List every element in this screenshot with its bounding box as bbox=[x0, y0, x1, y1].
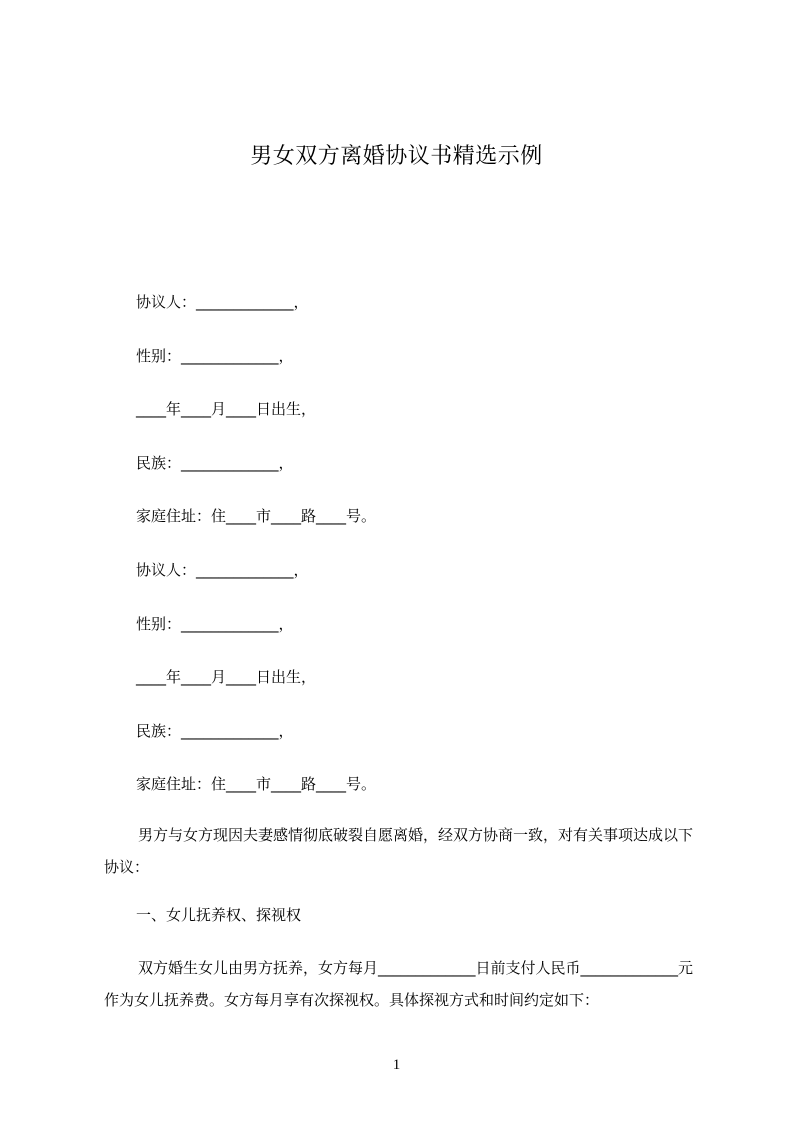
intro-paragraph: 男方与女方现因夫妻感情彻底破裂自愿离婚，经双方协商一致，对有关事项达成以下协议： bbox=[104, 826, 694, 876]
party1-address-line: 家庭住址：住____市____路____号。 bbox=[136, 507, 377, 525]
party1-ethnicity-line: 民族：_____________， bbox=[136, 454, 294, 472]
party2-gender-line: 性别：_____________， bbox=[136, 615, 294, 633]
party2-name-line: 协议人：_____________， bbox=[136, 561, 309, 579]
section1-heading: 一、女儿抚养权、探视权 bbox=[136, 906, 302, 924]
party2-ethnicity-line: 民族：_____________， bbox=[136, 722, 294, 740]
party1-name-line: 协议人：_____________， bbox=[136, 293, 309, 311]
party1-gender-line: 性别：_____________， bbox=[136, 347, 294, 365]
party2-address-line: 家庭住址：住____市____路____号。 bbox=[136, 775, 377, 793]
party1-birth-line: ____年____月____日出生， bbox=[136, 400, 317, 418]
party2-birth-line: ____年____月____日出生， bbox=[136, 668, 317, 686]
page-number: 1 bbox=[392, 1057, 401, 1073]
document-title: 男女双方离婚协议书精选示例 bbox=[250, 144, 543, 169]
section1-paragraph: 双方婚生女儿由男方抚养，女方每月_____________日前支付人民币_____________元作为女儿抚养费。女方每月享有次探视权。具体探视方式和时间约定如下： bbox=[104, 959, 694, 1009]
